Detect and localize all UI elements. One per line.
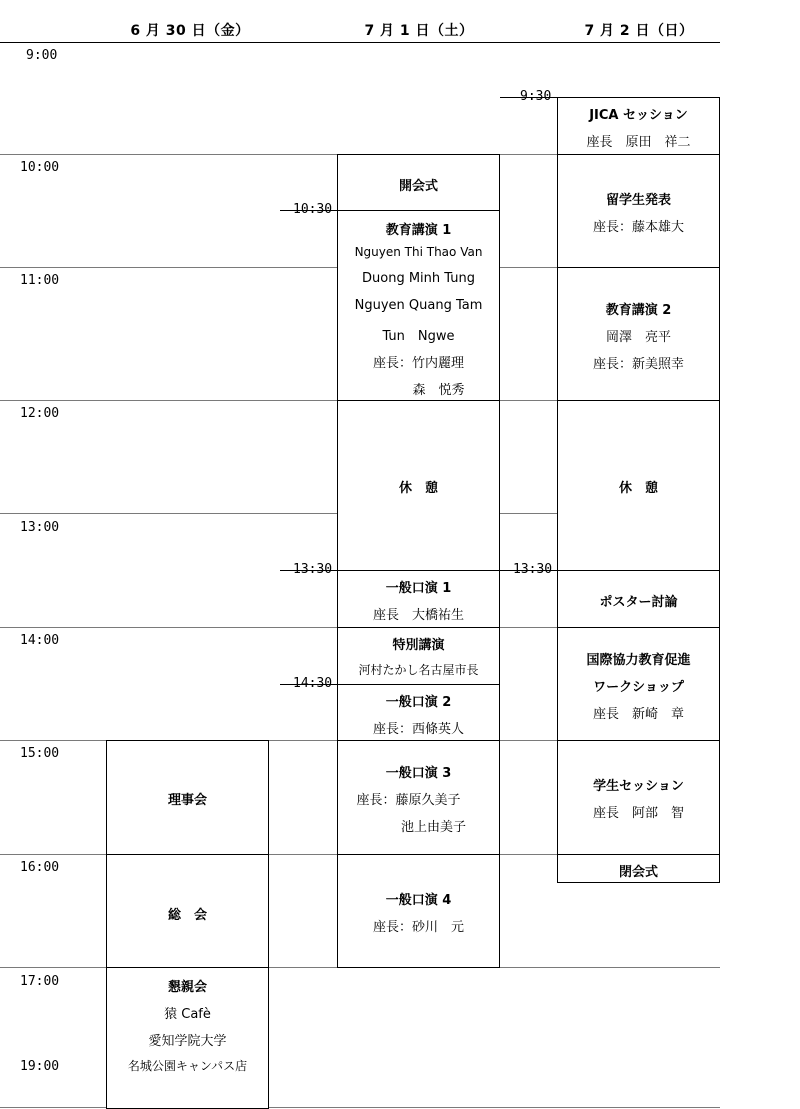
chair: 座長 阿部 智	[592, 806, 684, 821]
time-1700: 17:00	[20, 974, 60, 989]
session-title: 一般口演 2	[385, 695, 452, 710]
session-title: 一般口演 3	[385, 766, 452, 781]
speaker: Nguyen Thi Thao Van	[354, 245, 483, 259]
time-1200: 12:00	[20, 406, 60, 421]
time-1400: 14:00	[20, 633, 60, 648]
chair: 座長：新美照幸	[592, 357, 684, 372]
session-general-meeting	[106, 854, 269, 968]
session-break-day2	[337, 400, 500, 571]
session-title: 懇親会	[167, 980, 207, 995]
session-workshop	[557, 627, 720, 741]
session-title: 一般口演 1	[385, 581, 452, 596]
session-oral-3	[337, 740, 500, 855]
chair: 座長 大橋祐生	[372, 608, 464, 623]
time-0900: 9:00	[26, 48, 58, 63]
session-poster-discussion	[557, 570, 720, 628]
header-day2: 7 月 1 日（土）	[364, 23, 474, 39]
session-title: 教育講演 2	[605, 303, 672, 318]
speaker: Nguyen Quang Tam	[354, 298, 483, 313]
session-oral-4	[337, 854, 500, 968]
session-board-meeting	[106, 740, 269, 855]
speaker: 河村たかし名古屋市長	[358, 663, 479, 677]
header-rule	[0, 42, 720, 43]
session-education-lecture-1	[337, 210, 500, 401]
speaker: Tun Ngwe	[382, 329, 455, 344]
speaker: Duong Minh Tung	[362, 271, 475, 286]
time-1100: 11:00	[20, 273, 60, 288]
session-reception	[106, 967, 269, 1109]
session-title: 教育講演 1	[385, 223, 452, 238]
session-international-students	[557, 154, 720, 268]
time-1900: 19:00	[20, 1059, 60, 1074]
chair: 座長：砂川 元	[372, 920, 464, 935]
chair: 座長：藤原久美子	[356, 793, 461, 808]
reception-venue-line3: 名城公園キャンパス店	[127, 1059, 248, 1073]
session-oral-2	[337, 684, 500, 741]
chair: 座長 原田 祥二	[586, 135, 691, 150]
time-day2-1030: 10:30	[293, 202, 333, 217]
session-education-lecture-2	[557, 267, 720, 401]
session-title: 休 憩	[398, 481, 438, 496]
chair: 座長：藤本雄大	[592, 220, 684, 235]
time-day3-1330: 13:30	[513, 562, 553, 577]
time-day3-0930: 9:30	[520, 89, 552, 104]
session-title: 学生セッション	[593, 779, 684, 794]
session-break-day3	[557, 400, 720, 571]
session-title: 特別講演	[392, 638, 445, 653]
chair: 池上由美子	[400, 820, 466, 835]
session-title: 休 憩	[618, 481, 658, 496]
header-day1: 6 月 30 日（金）	[130, 23, 250, 39]
session-title-line2: ワークショップ	[593, 680, 684, 695]
session-special-lecture	[337, 627, 500, 685]
session-closing	[557, 854, 720, 883]
chair: 座長：西條英人	[372, 722, 464, 737]
session-title: 国際協力教育促進	[586, 653, 691, 668]
reception-venue-line2: 愛知学院大学	[148, 1034, 227, 1049]
time-day2-1330: 13:30	[293, 562, 333, 577]
time-1600: 16:00	[20, 860, 60, 875]
reception-venue-line1: 猿 Cafè	[164, 1007, 211, 1022]
chair: 座長 新崎 章	[592, 707, 684, 722]
header-day3: 7 月 2 日（日）	[584, 23, 694, 39]
session-title: 開会式	[398, 179, 438, 194]
session-title: 閉会式	[618, 865, 658, 880]
session-title: ポスター討論	[599, 595, 678, 610]
speaker: 岡澤 亮平	[605, 330, 671, 345]
time-1000: 10:00	[20, 160, 60, 175]
session-student	[557, 740, 720, 855]
time-1300: 13:00	[20, 520, 60, 535]
time-day2-1430: 14:30	[293, 676, 333, 691]
chair: 森 悦秀	[412, 383, 465, 398]
session-jica	[557, 97, 720, 155]
session-title: 留学生発表	[605, 193, 671, 208]
time-1500: 15:00	[20, 746, 60, 761]
session-title: 総 会	[167, 908, 207, 923]
chair: 座長：竹内麗理	[372, 356, 464, 371]
session-opening	[337, 154, 500, 211]
session-oral-1	[337, 570, 500, 628]
session-title: JICA セッション	[589, 108, 688, 123]
session-title: 理事会	[167, 793, 207, 808]
session-title: 一般口演 4	[385, 893, 452, 908]
